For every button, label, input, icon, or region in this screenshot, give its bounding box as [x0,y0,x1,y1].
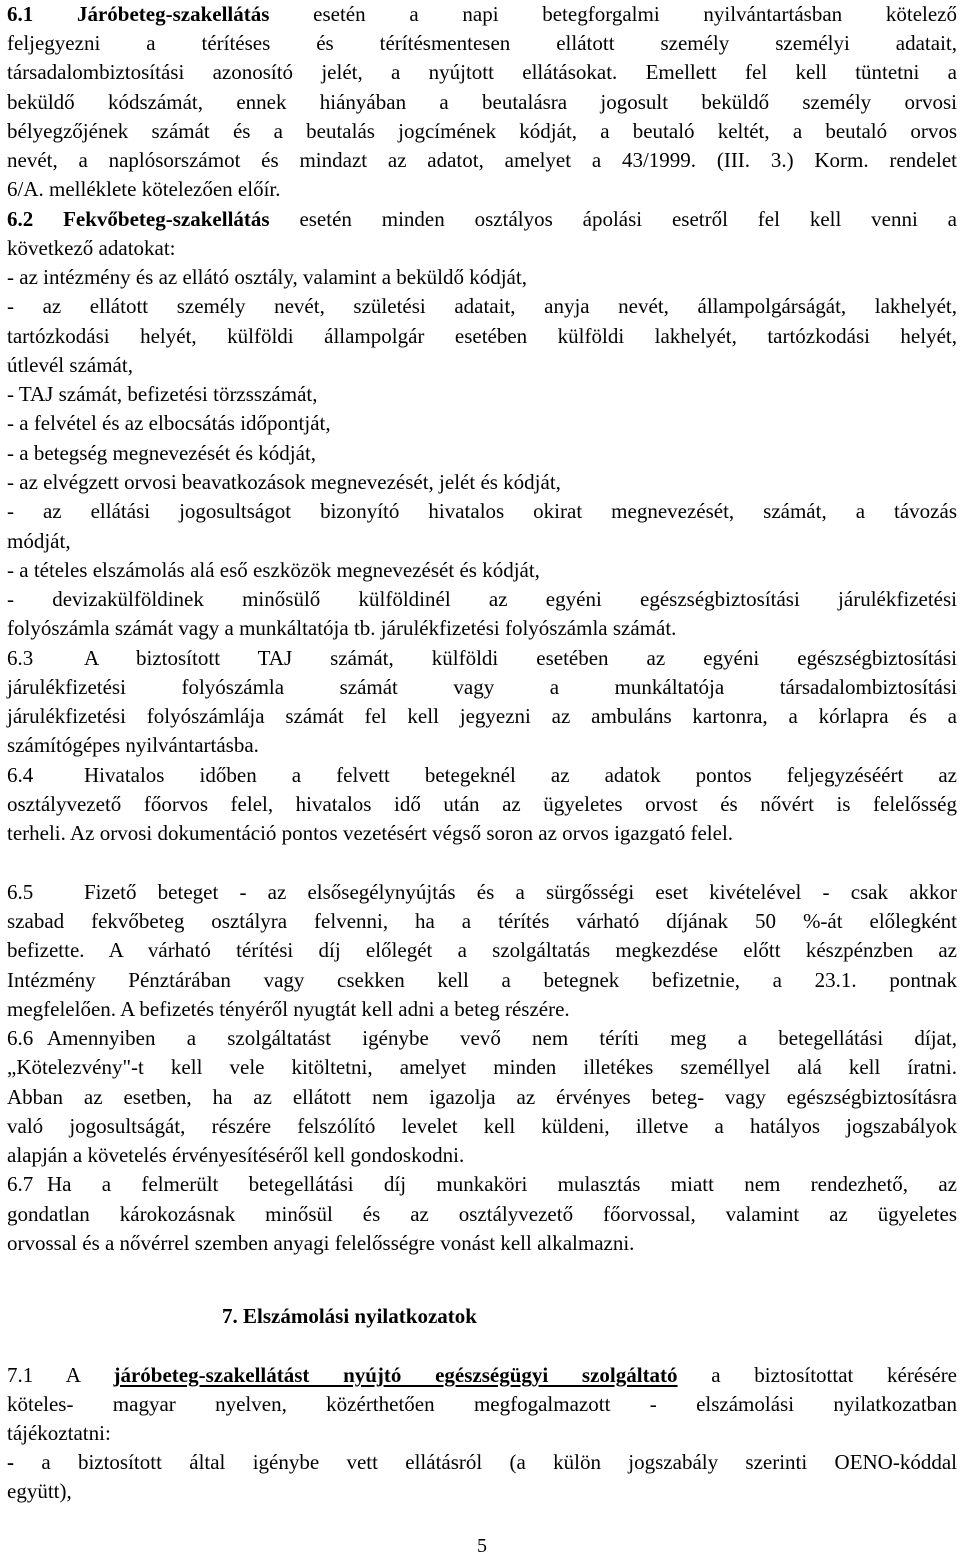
text-line [7,731,957,760]
text-run: befizette. A várható térítési díj előlegét a szolgáltatás megkezdése előtt készpénzben az [7,938,957,962]
page-number: 5 [477,1535,487,1557]
text-run: - TAJ számát, befizetési törzsszámát, [7,382,318,406]
text-line [7,644,957,673]
text-run: A biztosított TAJ számát, külföldi esetében az egyéni egészségbiztosítási [84,646,957,670]
text-run: járóbeteg-szakellátást nyújtó egészségügyi szolgáltató [113,1363,678,1387]
text-run: folyószámla számát vagy a munkáltatója tb. járulékfizetési folyószámla számát. [7,616,677,640]
text-line [7,907,957,936]
text-line [7,936,957,965]
text-line [7,409,957,438]
text-line [7,966,957,995]
text-run: nevét, a naplósorszámot és mindazt az adatot, amelyet a 43/1999. (III. 3.) Korm. rendelet [7,148,957,172]
text-run: járulékfizetési folyószámla számát vagy a munkáltatója társadalombiztosítási [7,675,957,699]
text-run: köteles- magyar nyelven, közérthetően megfogalmazott - elszámolási nyilatkozatban [7,1392,957,1416]
text-line [7,1477,957,1506]
text-run: beküldő kódszámát, ennek hiányában a beutalásra jogosult beküldő személy orvosi [7,90,957,114]
text-line [7,439,957,468]
text-line [7,58,957,87]
text-run: orvossal és a nővérrel szemben anyagi felelősségre vonást kell alkalmazni. [7,1231,635,1255]
text-line [7,585,957,614]
text-line [7,117,957,146]
text-run: esetén a napi betegforgalmi nyilvántartásban kötelező [269,2,957,26]
text-line [7,0,957,29]
text-line [7,1229,957,1258]
text-run: gondatlan károkozásnak minősül és az osztályvezető főorvossal, valamint az ügyeletes [7,1202,957,1226]
paragraph-number: 6.4 [7,763,34,787]
text-run: társadalombiztosítási azonosító jelét, a nyújtott ellátásokat. Emellett fel kell tüntetni a [7,60,957,84]
text-line [7,1083,957,1112]
text-run: „Kötelezvény"-t kell vele kitöltetni, amelyet minden illetékes személlyel alá kell íratni. [7,1055,957,1079]
text-line [7,175,957,204]
text-line [7,29,957,58]
text-run: együtt), [7,1479,72,1503]
text-line [7,322,957,351]
text-run: következő adatokat: [7,236,176,260]
text-run: Fizető beteget - az elsősegélynyújtás és a sürgősségi eset kivételével - csak akkor [84,880,957,904]
text-run: - az ellátási jogosultságot bizonyító hivatalos okirat megnevezését, számát, a távozás [7,499,957,523]
text-line [7,878,957,907]
text-line [7,1419,957,1448]
text-run: szabad fekvőbeteg osztályra felvenni, ha a térítés várható díjának 50 %-át előlegként [7,909,957,933]
text-line [7,1170,957,1199]
text-run: való jogosultságát, részére felszólító levelet kell küldeni, illetve a hatályos jogszabályok [7,1114,957,1138]
text-line [7,1024,957,1053]
text-line [7,205,957,234]
text-line [7,702,957,731]
text-run: tájékoztatni: [7,1421,111,1445]
text-line [7,1053,957,1082]
text-line [7,1200,957,1229]
text-run: Amennyiben a szolgáltatást igénybe vevő nem téríti meg a betegellátási díjat, [47,1026,957,1050]
text-line [7,292,957,321]
text-run: Fekvőbeteg-szakellátás [63,207,270,231]
text-line [7,761,957,790]
text-run: - az intézmény és az ellátó osztály, valamint a beküldő kódját, [7,265,527,289]
text-run: 6.1 [7,2,77,26]
text-run: - az elvégzett orvosi beavatkozások megnevezését, jelét és kódját, [7,470,561,494]
text-run: - devizakülföldinek minősülő külföldinél az egyéni egészségbiztosítási járulékfizetési [7,587,957,611]
text-line [7,88,957,117]
text-run: 6.2 [7,207,64,231]
text-line [7,790,957,819]
text-run: esetén minden osztályos ápolási esetről fel kell venni a [269,207,957,231]
text-line [7,234,957,263]
paragraph-number: 6.6 [7,1026,34,1050]
text-line [7,556,957,585]
text-line [7,614,957,643]
text-run: terheli. Az orvosi dokumentáció pontos vezetésért végső soron az orvos igazgató felel. [7,821,734,845]
text-line [7,146,957,175]
text-run: útlevél számát, [7,353,133,377]
text-run: módját, [7,529,71,553]
text-run: - a felvétel és az elbocsátás időpontját, [7,411,331,435]
text-run: számítógépes nyilvántartásba. [7,733,259,757]
text-line [7,1141,957,1170]
text-run: a biztosítottat kérésére [677,1363,958,1387]
text-run: feljegyezni a térítéses és térítésmentesen ellátott személy személyi adatait, [7,31,957,55]
paragraph-number: 6.5 [7,880,34,904]
text-run: járulékfizetési folyószámlája számát fel kell jegyezni az ambuláns kartonra, a kórlapra és a [7,704,957,728]
text-line [7,468,957,497]
text-line [7,995,957,1024]
text-run: Intézmény Pénztárában vagy csekken kell a betegnek befizetnie, a 23.1. pontnak [7,968,957,992]
text-line [7,527,957,556]
text-run: 7. Elszámolási nyilatkozatok [222,1304,477,1328]
text-line [7,351,957,380]
text-run: 7.1 A [7,1363,114,1387]
text-run: megfelelően. A befizetés tényéről nyugtát kell adni a beteg részére. [7,997,570,1021]
text-run: bélyegzőjének számát és a beutalás jogcímének kódját, a beutaló keltét, a beutaló orvos [7,119,957,143]
text-run: 6/A. melléklete kötelezően előír. [7,177,281,201]
text-run: - a betegség megnevezését és kódját, [7,441,317,465]
text-run: a biztosított által igénybe vett ellátásról (a külön jogszabály szerinti OENO-kóddal [41,1450,957,1474]
text-line [7,819,957,848]
text-run: alapján a követelés érvényesítéséről kell gondoskodni. [7,1143,465,1167]
paragraph-number: 6.7 [7,1172,34,1196]
text-run: tartózkodási helyét, külföldi állampolgár esetében külföldi lakhelyét, tartózkodási helyét, [7,324,957,348]
text-line [7,497,957,526]
text-run: Járóbeteg-szakellátás [76,2,270,26]
text-run: Abban az esetben, ha az ellátott nem igazolja az érvényes beteg- vagy egészségbiztosításra [7,1085,957,1109]
text-run: - a tételes elszámolás alá eső eszközök megnevezését és kódját, [7,558,540,582]
section-heading [222,1302,477,1331]
text-run: - [7,1450,42,1474]
text-line [7,1448,957,1477]
text-line [7,1361,957,1390]
text-line [7,1390,957,1419]
text-run: Hivatalos időben a felvett betegeknél az adatok pontos feljegyzéséért az [84,763,957,787]
text-line [7,673,957,702]
paragraph-number: 6.3 [7,646,34,670]
text-run: osztályvezető főorvos felel, hivatalos idő után az ügyeletes orvost és nővért is felelősség [7,792,957,816]
text-line [7,380,957,409]
text-run: - az ellátott személy nevét, születési adatait, anyja nevét, állampolgárságát, lakhelyét, [7,294,957,318]
text-run: Ha a felmerült betegellátási díj munkaköri mulasztás miatt nem rendezhető, az [47,1172,957,1196]
text-line [7,1112,957,1141]
text-line [7,263,957,292]
